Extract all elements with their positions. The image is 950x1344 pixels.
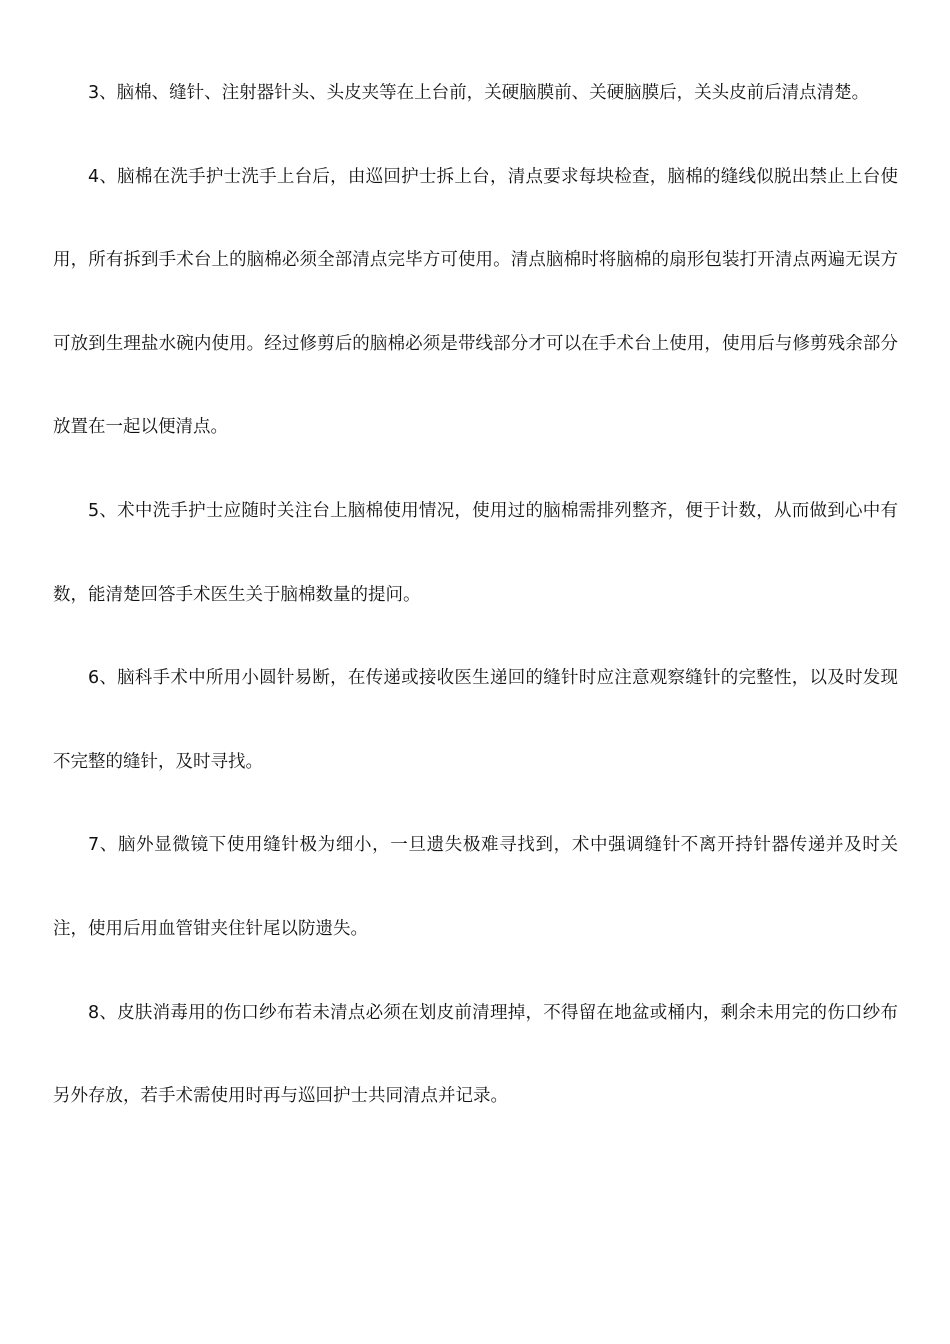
paragraph-item-5: 5、术中洗手护士应随时关注台上脑棉使用情况，使用过的脑棉需排列整齐，便于计数，从而做到心中有数，能清楚回答手术医生关于脑棉数量的提问。 (53, 500, 898, 605)
paragraph-item-7: 7、脑外显微镜下使用缝针极为细小，一旦遗失极难寻找到，术中强调缝针不离开持针器传递并及时关注，使用后用血管钳夹住针尾以防遗失。 (53, 835, 898, 939)
paragraph-item-6: 6、脑科手术中所用小圆针易断，在传递或接收医生递回的缝针时应注意观察缝针的完整性，以及时发现不完整的缝针，及时寻找。 (53, 668, 898, 772)
document-body (53, 52, 898, 1139)
paragraph-item-8: 8、皮肤消毒用的伤口纱布若未清点必须在划皮前清理掉，不得留在地盆或桶内，剩余未用完的伤口纱布另外存放，若手术需使用时再与巡回护士共同清点并记录。 (53, 1002, 898, 1107)
paragraph-item-4: 4、脑棉在洗手护士洗手上台后，由巡回护士拆上台，清点要求每块检查，脑棉的缝线似脱出禁止上台使用，所有拆到手术台上的脑棉必须全部清点完毕方可使用。清点脑棉时将脑棉的扇形包装打开清点两遍无误方可放到生理盐水碗内使用。经过修剪后的脑棉必须是带线部分才可以在手术台上使用，使用后与修剪残余部分放置在一起以便清点。 (53, 166, 898, 438)
paragraph-item-3: 3、脑棉、缝针、注射器针头、头皮夹等在上台前，关硬脑膜前、关硬脑膜后，关头皮前后清点清楚。 (88, 83, 870, 103)
